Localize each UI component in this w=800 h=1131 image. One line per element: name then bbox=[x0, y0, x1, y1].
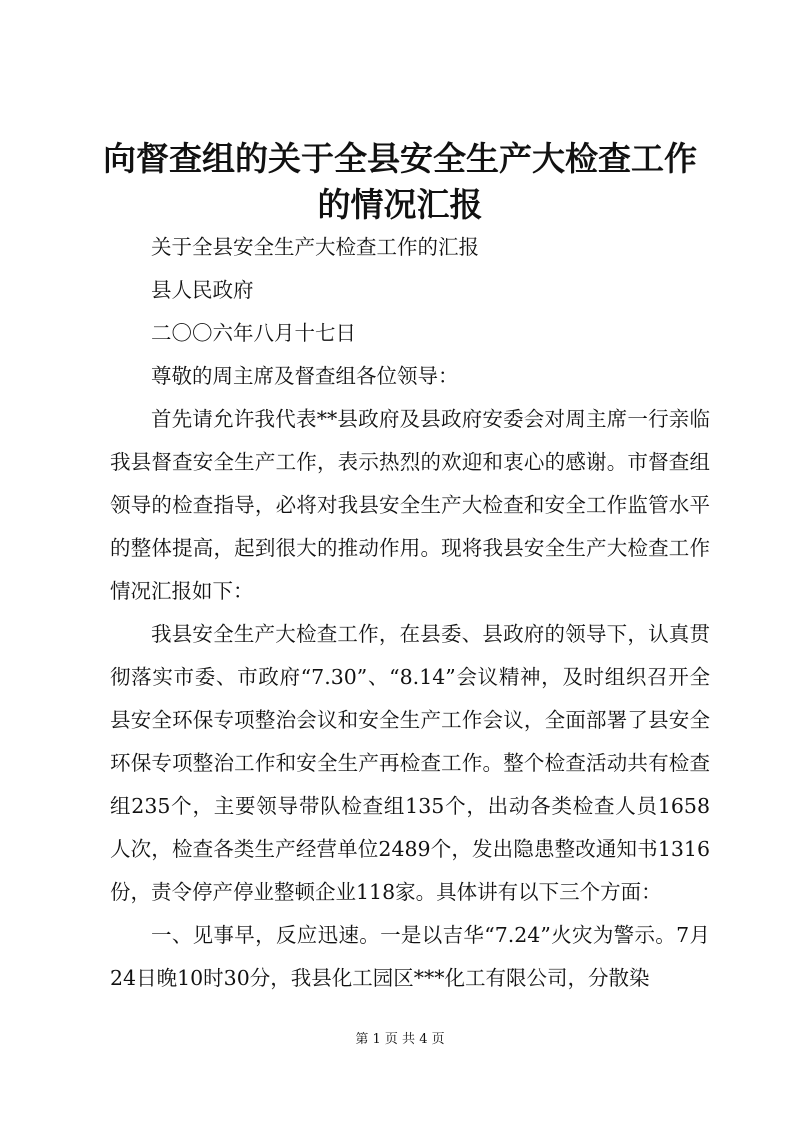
salutation: 尊敬的周主席及督查组各位领导： bbox=[151, 364, 459, 388]
report-date: 二〇〇六年八月十七日 bbox=[151, 321, 356, 345]
page-footer: 第 1 页 共 4 页 bbox=[355, 1032, 445, 1047]
report-heading: 关于全县安全生产大检查工作的汇报 bbox=[151, 235, 479, 259]
paragraph-section-one: 一、见事早，反应迅速。一是以吉华“7.24”火灾为警示。7月24日晚10时30分，我县化工园区***化工有限公司，分散染 bbox=[110, 923, 710, 990]
paragraph-intro: 首先请允许我代表**县政府及县政府安委会对周主席一行亲临我县督查安全生产工作，表示热烈的欢迎和衷心的感谢。市督查组领导的检查指导，必将对我县安全生产大检查和安全工作监管水平的整体提高，起到很大的推动作用。现将我县安全生产大检查工作情况汇报如下： bbox=[110, 407, 710, 603]
paragraph-summary: 我县安全生产大检查工作，在县委、县政府的领导下，认真贯彻落实市委、市政府“7.30”、“8.14”会议精神，及时组织召开全县安全环保专项整治会议和安全生产工作会议，全面部署了县安全环保专项整治工作和安全生产再检查工作。整个检查活动共有检查组235个，主要领导带队检查组135个，出动各类检查人员1658人次，检查各类生产经营单位2489个，发出隐患整改通知书1316份，责令停产停业整顿企业118家。具体讲有以下三个方面： bbox=[110, 622, 710, 904]
issuer: 县人民政府 bbox=[151, 278, 254, 302]
document-title: 向督查组的关于全县安全生产大检查工作的情况汇报 bbox=[103, 139, 697, 224]
document-body bbox=[110, 226, 710, 1000]
